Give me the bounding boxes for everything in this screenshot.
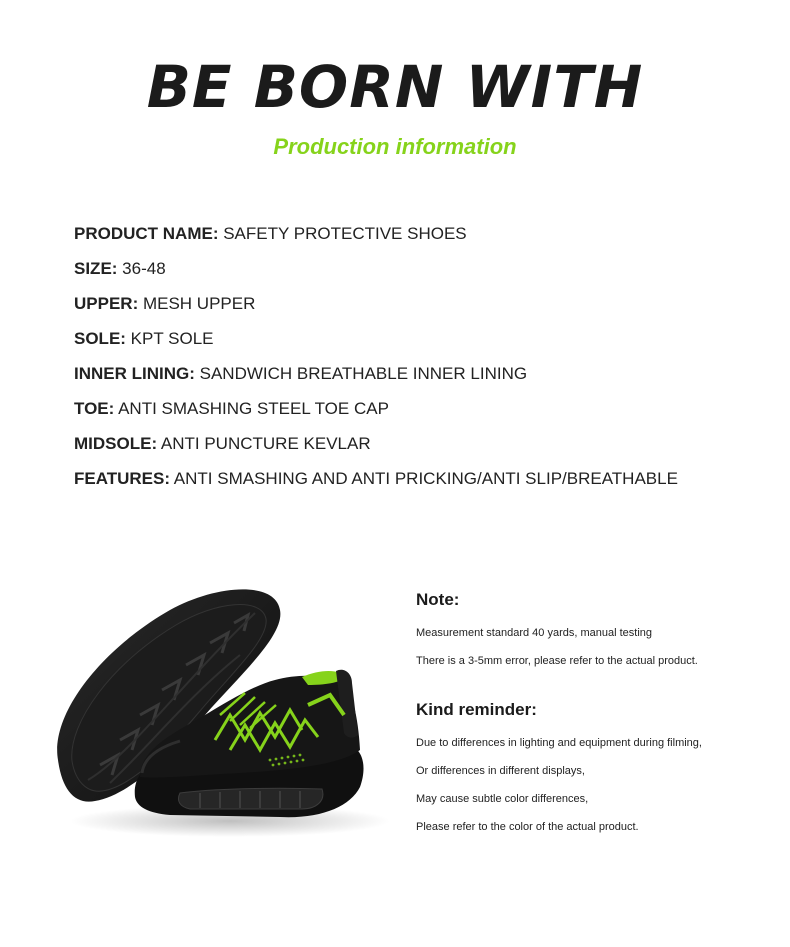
page-subtitle: Production information — [273, 134, 517, 159]
note-line: Measurement standard 40 yards, manual testing — [416, 627, 653, 639]
spec-item-toe — [74, 394, 774, 429]
spec-value: MESH UPPER — [138, 294, 256, 313]
spec-item-size — [74, 254, 774, 289]
spec-key: SIZE: — [74, 259, 118, 278]
spec-value: SANDWICH BREATHABLE INNER LINING — [194, 364, 528, 383]
reminder-title: Kind reminder: — [416, 700, 537, 719]
spec-key: FEATURES: — [74, 469, 171, 488]
spec-item-features — [74, 464, 774, 499]
spec-value: ANTI SMASHING AND ANTI PRICKING/ANTI SLIP/BREATHABLE — [170, 469, 678, 488]
reminder-line: Due to differences in lighting and equipment during filming, — [416, 737, 702, 749]
reminder-line: Please refer to the color of the actual product. — [416, 821, 639, 833]
spec-item-inner-lining — [74, 359, 774, 394]
spec-item-sole — [74, 324, 774, 359]
spec-value: KPT SOLE — [125, 329, 214, 348]
spec-list — [74, 219, 774, 499]
note-line: There is a 3-5mm error, please refer to the actual product. — [416, 655, 698, 667]
note-section — [416, 587, 776, 697]
reminder-line: May cause subtle color differences, — [416, 793, 589, 805]
spec-key: TOE: — [74, 399, 115, 418]
safety-shoes-image — [40, 565, 390, 845]
note-title: Note: — [416, 590, 460, 609]
spec-item-product-name — [74, 219, 774, 254]
spec-item-midsole — [74, 429, 774, 464]
spec-key: INNER LINING: — [74, 364, 195, 383]
spec-key: SOLE: — [74, 329, 126, 348]
spec-value: ANTI PUNCTURE KEVLAR — [157, 434, 371, 453]
spec-key: UPPER: — [74, 294, 139, 313]
spec-item-upper — [74, 289, 774, 324]
notes-panel — [416, 587, 776, 841]
reminder-line: Or differences in different displays, — [416, 765, 585, 777]
spec-key: MIDSOLE: — [74, 434, 158, 453]
spec-value: SAFETY PROTECTIVE SHOES — [218, 224, 467, 243]
reminder-section — [416, 697, 776, 841]
spec-value: 36-48 — [117, 259, 166, 278]
spec-key: PRODUCT NAME: — [74, 224, 219, 243]
spec-value: ANTI SMASHING STEEL TOE CAP — [114, 399, 389, 418]
page-title: BE BORN WITH — [146, 53, 644, 121]
